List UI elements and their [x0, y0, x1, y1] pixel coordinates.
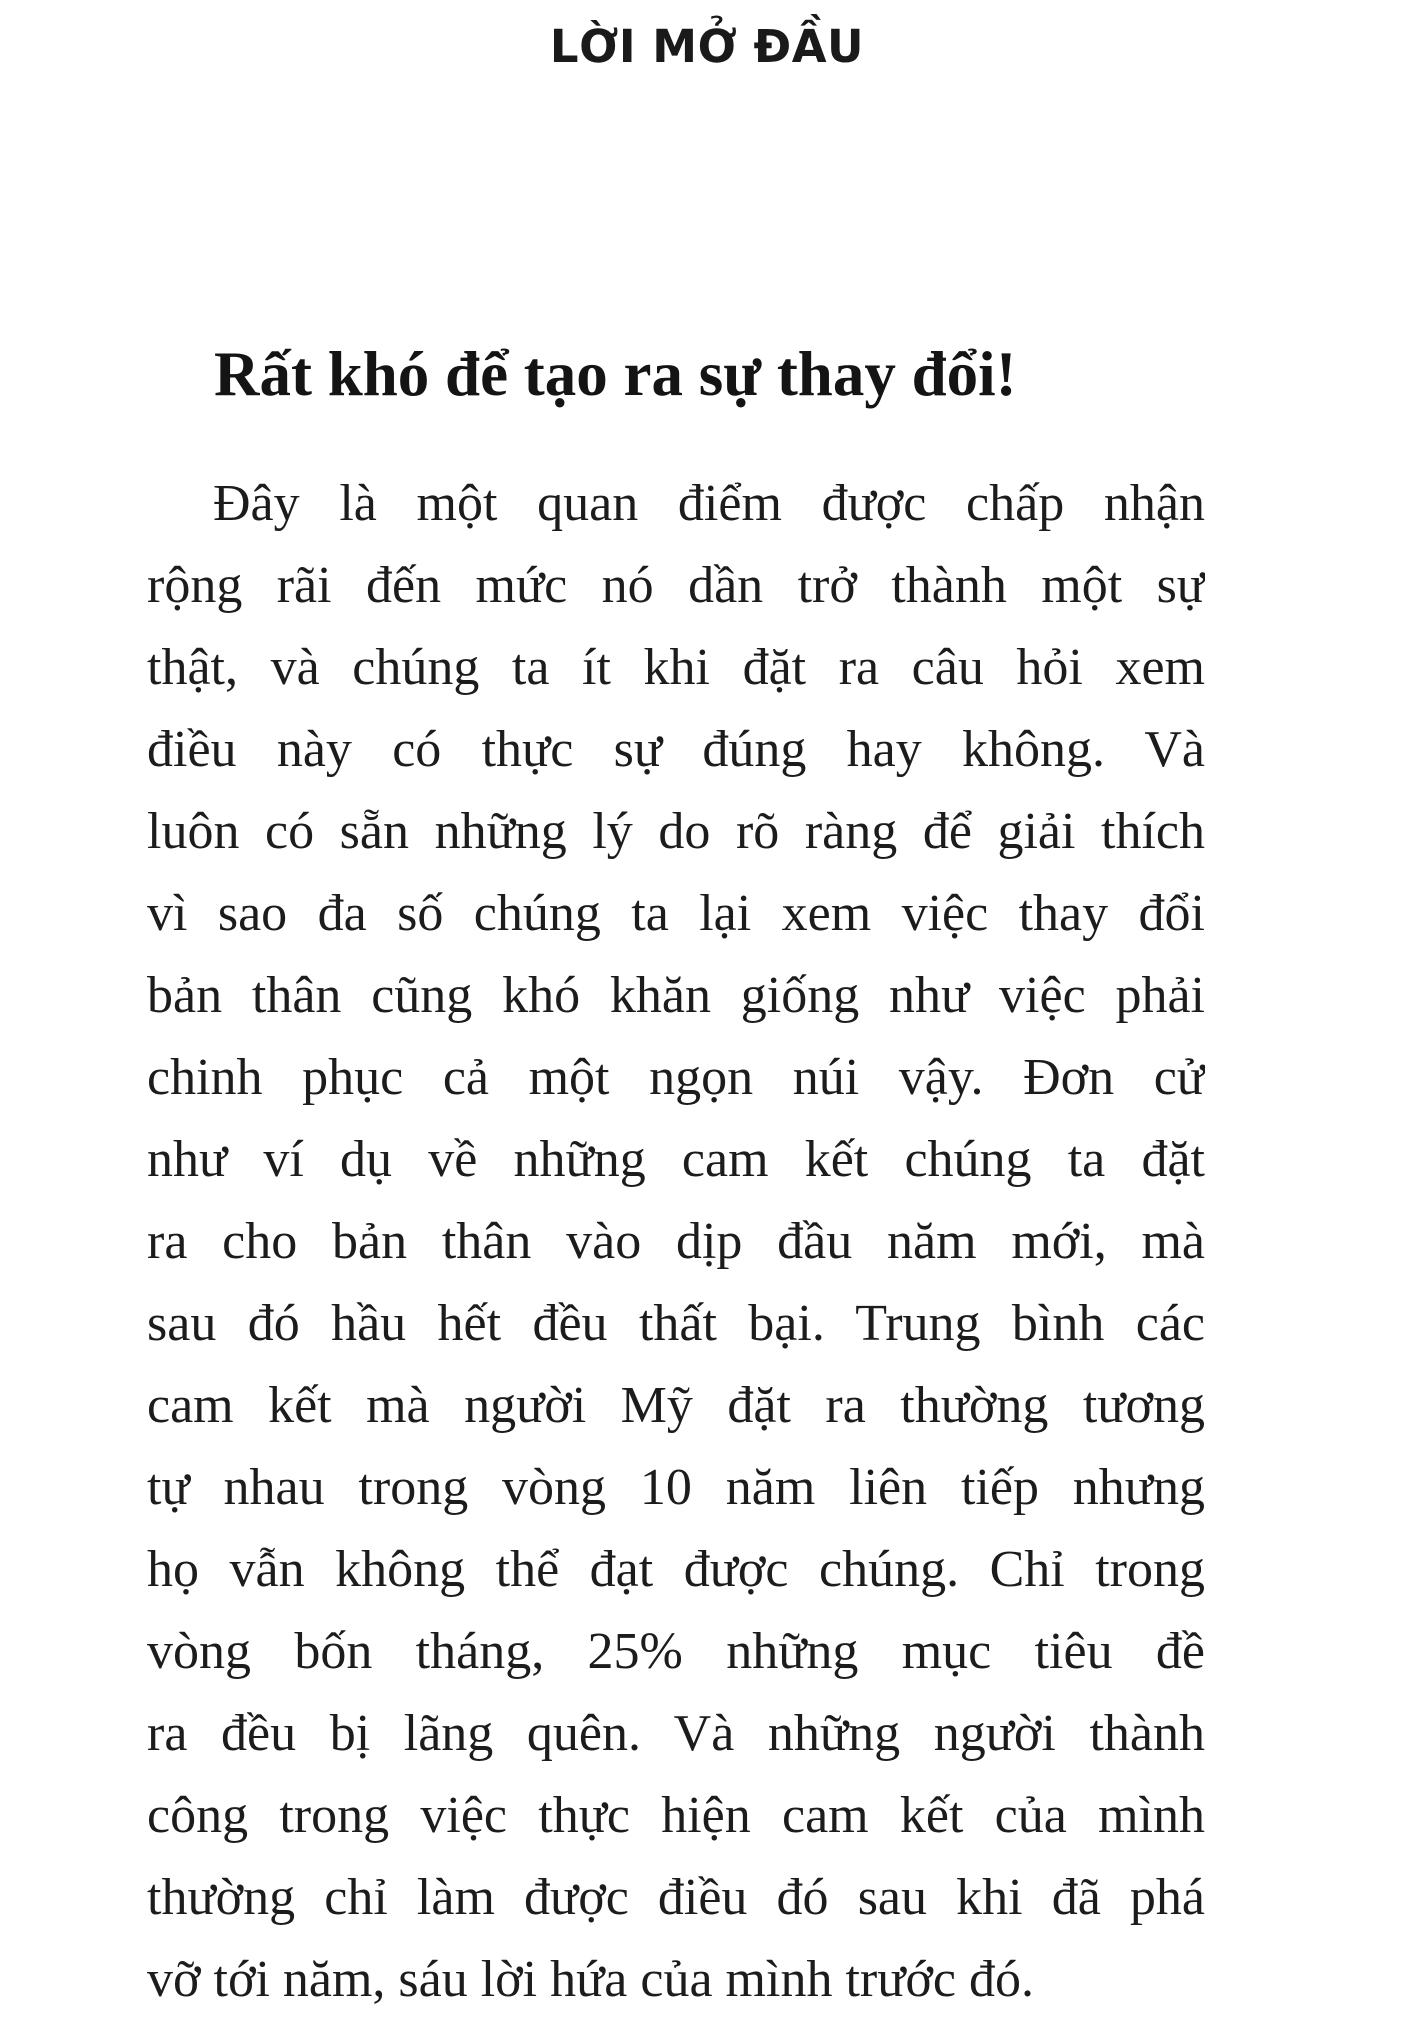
- paragraph-line: họ vẫn không thể đạt được chúng. Chỉ trong: [147, 1541, 1205, 1598]
- paragraph-line: như ví dụ về những cam kết chúng ta đặt: [147, 1131, 1205, 1188]
- paragraph-line: thật, và chúng ta ít khi đặt ra câu hỏi xem: [147, 639, 1205, 696]
- paragraph-line: luôn có sẵn những lý do rõ ràng để giải thích: [147, 803, 1205, 860]
- paragraph-line: vòng bốn tháng, 25% những mục tiêu đề: [147, 1623, 1205, 1680]
- paragraph-line: tự nhau trong vòng 10 năm liên tiếp nhưng: [147, 1459, 1205, 1516]
- paragraph-line: sau đó hầu hết đều thất bại. Trung bình các: [147, 1295, 1205, 1352]
- page-header: LỜI MỞ ĐẦU: [549, 20, 865, 73]
- body-paragraph: [147, 463, 1205, 2021]
- section-title: Rất khó để tạo ra sự thay đổi!: [214, 339, 1017, 409]
- paragraph-line: chinh phục cả một ngọn núi vậy. Đơn cử: [147, 1049, 1205, 1106]
- paragraph-line: vì sao đa số chúng ta lại xem việc thay đổi: [147, 885, 1205, 942]
- paragraph-line: công trong việc thực hiện cam kết của mình: [147, 1787, 1205, 1844]
- paragraph-line: cam kết mà người Mỹ đặt ra thường tương: [147, 1377, 1205, 1434]
- paragraph-line: bản thân cũng khó khăn giống như việc phải: [147, 967, 1205, 1024]
- paragraph-line: ra cho bản thân vào dịp đầu năm mới, mà: [147, 1213, 1205, 1270]
- paragraph-line: thường chỉ làm được điều đó sau khi đã phá: [147, 1869, 1205, 1926]
- paragraph-line: điều này có thực sự đúng hay không. Và: [147, 721, 1205, 778]
- paragraph-line: rộng rãi đến mức nó dần trở thành một sự: [147, 557, 1205, 614]
- paragraph-line: Đây là một quan điểm được chấp nhận: [213, 475, 1205, 532]
- paragraph-line: vỡ tới năm, sáu lời hứa của mình trước đó.: [147, 1951, 1034, 2008]
- paragraph-line: ra đều bị lãng quên. Và những người thành: [147, 1705, 1205, 1762]
